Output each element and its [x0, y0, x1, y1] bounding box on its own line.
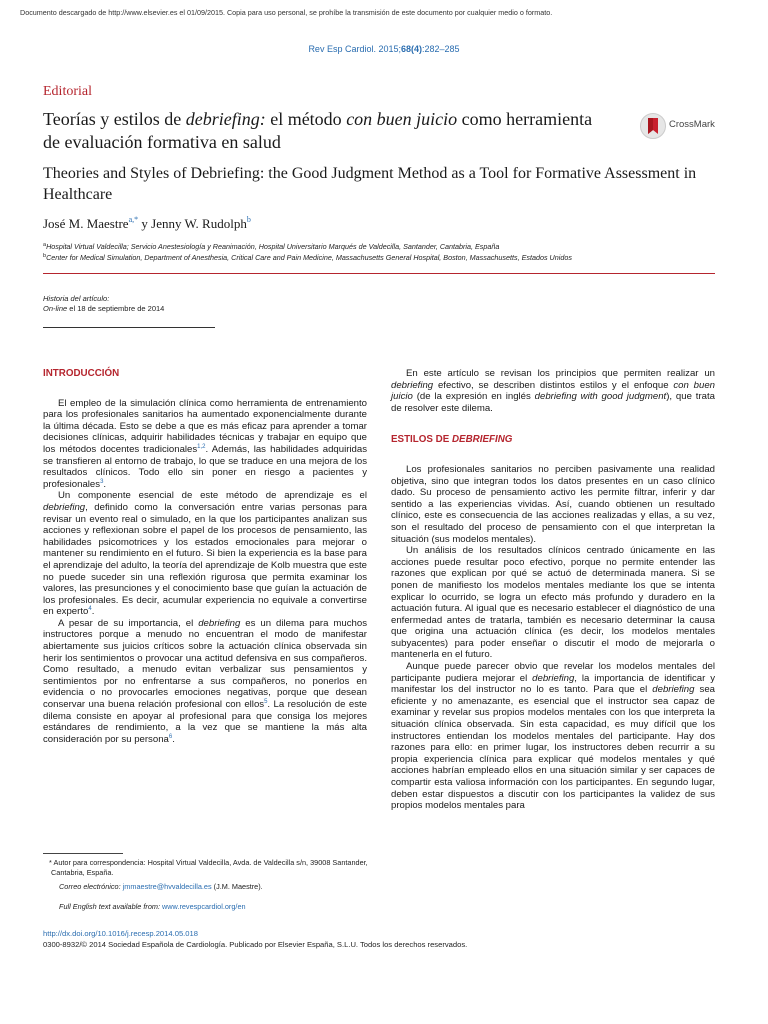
affil-text: Center for Medical Simulation, Department of Anesthesia, Critical Care and Pain Medicine, Massachusetts General Hospital, Boston, Massachusetts, Estados Unidos: [46, 253, 572, 262]
journal-volume: 68: [401, 44, 412, 54]
email-note: Correo electrónico: jmmaestre@hvvaldecilla.es (J.M. Maestre).: [59, 882, 263, 891]
paragraph: A pesar de su importancia, el debriefing es un dilema para muchos instructores porque a menudo no encuentran el modo de manifestar abiertamente sus juicios críticos sobre la actuación clínica observada sin herir los sentimientos o provocar una actitud defensiva en sus compañeros. Como resultado, a menudo evitan verbalizar sus pensamientos y sentimientos por no enfrentarse a sus compañeros, no ponerlos en evidencia o no provocarles emociones negativas, porque que desean conservar una buena relación profesional con ellos$^5$. La resolución de este dilema consiste en apoyar al profesional para que consiga los mejores estándares de rendimiento, a la vez que se mantiene la más alta consideración por su persona$^6$.: [43, 617, 368, 745]
paragraph: El empleo de la simulación clínica como herramienta de entrenamiento para los profesionales sanitarios ha aumentado exponencialmente durante la última década. Esto se debe a que es más eficaz para aprender a tomar decisiones clínicas, adquirir habilidades técnicas y trabajar en equipo que los métodos docentes tradicionales$^{1,2}$. Además, las habilidades adquiridas se transfieren al entorno de trabajo, lo que se traduce en una mejora de los resultados clínicos. Todo ello sin poner en riesgo a pacientes y profesionales$^3$.: [43, 397, 367, 490]
author-name: José M. Maestre: [43, 216, 129, 231]
history-online: On-line el 18 de septiembre de 2014: [43, 304, 165, 313]
citation-ref[interactable]: 1,2: [197, 443, 206, 450]
crossmark-icon: [640, 112, 666, 140]
title-es-em: debriefing:: [185, 109, 266, 129]
corresponding-author-note: * Autor para correspondencia: Hospital Virtual Valdecilla, Avda. de Valdecilla s/n, 39008 Santander, Cantabria, España.: [49, 858, 368, 877]
paragraph: Un componente esencial de este método de aprendizaje es el debriefing, definido como la conversación entre varias personas para revisar un evento real o simulado, en la que los participantes analizan sus acciones y reflexionan sobre el papel de los procesos de pensamiento, las habilidades psicomotrices y los estados emocionales para mejorar o mantener su rendimiento en el futuro. Si bien la experiencia es la base para el aprendizaje del adulto, la teoría del aprendizaje de Kolb muestra que este no puede suceder sin una reflexión rigurosa que permita examinar los valores, las presunciones y el conocimiento base que guían la actuación de los profesionales. Es decir, acumular experiencia no equivale a convertirse en experto$^4$.: [43, 490, 367, 618]
affiliation-b: [43, 252, 723, 262]
copyright-line: 0300-8932/© 2014 Sociedad Española de Cardiología. Publicado por Elsevier España, S.L.U. Todos los derechos reservados.: [43, 940, 468, 949]
section-heading-styles: ESTILOS DE DEBRIEFING: [391, 434, 513, 446]
citation-ref[interactable]: 3: [100, 478, 104, 485]
affil-marker: a: [43, 242, 47, 248]
author-affil-ref[interactable]: b: [246, 215, 251, 224]
header-divider: [43, 273, 715, 274]
title-es-em: con buen juicio: [346, 109, 458, 129]
citation-ref[interactable]: 6: [168, 733, 173, 740]
author-name: Jenny W. Rudolph: [151, 216, 247, 231]
title-es-part: Teorías y estilos de: [43, 109, 186, 129]
title-es-part: como herramienta de evaluación formativa en salud: [43, 109, 593, 152]
journal-reference[interactable]: [0, 44, 768, 54]
article-history: [43, 294, 164, 314]
author-affil-ref[interactable]: a,*: [128, 215, 139, 224]
title-spanish: [43, 108, 603, 154]
paragraph: En este artículo se revisan los principios que permiten realizar un debriefing efectivo, se describen distintos estilos y el enfoque con buen juicio (de la expresión en inglés debriefing with good judgment), que trata de resolver este dilema.: [391, 368, 715, 414]
title-english: Theories and Styles of Debriefing: the Good Judgment Method as a Tool for Formative Assessment in Healthcare: [43, 165, 697, 203]
author-conjunction: y: [138, 216, 152, 231]
crossmark-badge[interactable]: [640, 112, 740, 140]
section-label: Editorial: [43, 84, 92, 99]
citation-ref[interactable]: 5: [264, 699, 268, 706]
affil-marker: b: [43, 253, 47, 259]
author-list: [43, 215, 251, 232]
journal-ref-prefix: Rev Esp Cardiol. 2015;: [308, 44, 401, 54]
affil-text: Hospital Virtual Valdecilla; Servicio Anestesiología y Reanimación, Hospital Universitario Marqués de Valdecilla, Santander, Cantabria, España: [46, 242, 500, 251]
fulltext-link[interactable]: www.revespcardiol.org/en: [162, 902, 246, 911]
footnote-divider: [43, 853, 123, 854]
download-notice: Documento descargado de http://www.elsevier.es el 01/09/2015. Copia para uso personal, se prohíbe la transmisión de este documento por cualquier medio o formato.: [20, 8, 553, 17]
paragraph: Los profesionales sanitarios no perciben pasivamente una realidad objetiva, sino que integran todos los datos presentes en un caso clínico dado. Su proceso de pensamiento activo les permite filtrar, inferir y dar sentido a las experiencias vividas. Así, cuando obtienen un resultado clínico, este es consecuencia de las acciones realizadas y ellas, a su vez, son el resultado del proceso de pensamiento con el que interpretan la situación (sus modelos mentales).: [391, 463, 715, 545]
history-label: Historia del artículo:: [43, 294, 110, 303]
journal-issue: (4): [411, 44, 423, 54]
left-column: [43, 368, 367, 745]
section-heading-introduction: INTRODUCCIÓN: [43, 368, 120, 379]
affiliation-a: [43, 241, 723, 251]
paragraph: Un análisis de los resultados clínicos centrado únicamente en las acciones puede resultar poco efectivo, porque no permite entender las razones que explican por qué se actuó de determinada manera. Si se ponen de manifiesto los modelos mentales mediante los que se intenta explicar lo ocurrido, se logra un efecto más profundo y duradero en la actuación futura. Al igual que es necesario establecer el diagnóstico de una enfermedad antes de tratarla, también es necesario determinar la causa que origina una actuación clínica (es decir, los modelos mentales subyacentes) para poder enseñar o discutir el modo de mejorarla o mantenerla en el futuro.: [391, 545, 715, 661]
fulltext-note: Full English text available from: www.revespcardiol.org/en: [59, 902, 246, 911]
citation-ref[interactable]: 4: [88, 606, 92, 613]
crossmark-label: CrossMark: [669, 119, 715, 130]
journal-pages: :282–285: [422, 44, 460, 54]
spacer: [391, 414, 715, 434]
history-divider: [43, 327, 215, 328]
paragraph: Aunque puede parecer obvio que revelar los modelos mentales del participante pudiera mejorar el debriefing, la importancia de identificar y manifestar los del instructor no lo es tanto. Para que el debriefing sea eficiente y no amenazante, es esencial que el instructor sea capaz de examinar y revelar sus propios modelos mentales con los que interpreta la situación clínica observada. Sin esta capacidad, es muy difícil que los instructores entiendan los modelos mentales del participante. Hay dos razones para ello: en primer lugar, los instructores deben recurrir a su propia experiencia clínica para explicar qué modelos mentales y qué acciones habrían empleado ellos en una situación similar y ser capaces de compartir esta valiosa información con los participantes. En segundo lugar, deben estar dispuestos a discutir con los participantes la validez de sus propios modelos mentales para: [391, 661, 715, 812]
right-column: [391, 368, 715, 812]
doi-link[interactable]: http://dx.doi.org/10.1016/j.recesp.2014.05.018: [43, 929, 198, 938]
title-es-part: el método: [265, 109, 347, 129]
email-link[interactable]: jmmaestre@hvvaldecilla.es: [122, 882, 212, 891]
